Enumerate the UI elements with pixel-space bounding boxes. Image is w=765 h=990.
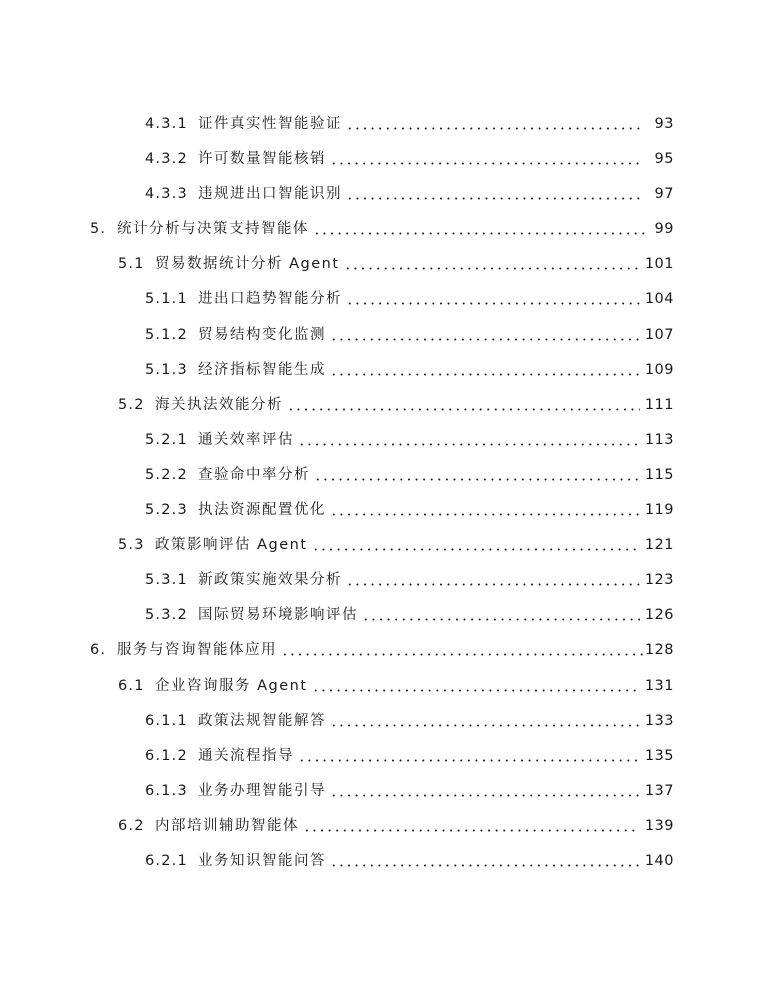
toc-entry-page-number: 121 — [644, 537, 674, 554]
toc-entry-title: 统计分析与决策支持智能体 — [117, 221, 309, 238]
toc-entry-page-number: 131 — [644, 677, 674, 694]
toc-dot-leader — [330, 162, 640, 165]
toc-entry-number: 4.3.2 — [145, 151, 188, 168]
toc-dot-leader — [330, 513, 640, 516]
toc-dot-leader — [281, 653, 645, 656]
toc-entry-number: 6.1.3 — [145, 782, 188, 799]
toc-dot-leader — [314, 478, 640, 481]
toc-entry[interactable] — [0, 318, 765, 353]
toc-entry-title: 政策影响评估 Agent — [155, 537, 308, 554]
toc-entry-number: 5.3.1 — [145, 572, 188, 589]
toc-entry[interactable] — [0, 669, 765, 704]
toc-entry-number: 6.1 — [118, 677, 145, 694]
toc-entry-page-number: 126 — [644, 607, 674, 624]
toc-entry-page-number: 128 — [644, 642, 674, 659]
toc-entry-number: 5.2.3 — [145, 502, 188, 519]
toc-entry[interactable] — [0, 528, 765, 563]
toc-entry-page-number: 123 — [644, 572, 674, 589]
toc-entry-title: 违规进出口智能识别 — [198, 186, 342, 203]
toc-entry-number: 6.2.1 — [145, 852, 188, 869]
toc-entry-title: 业务知识智能问答 — [198, 852, 326, 869]
toc-entry-title: 贸易结构变化监测 — [198, 326, 326, 343]
toc-dot-leader — [303, 829, 640, 832]
toc-dot-leader — [312, 689, 640, 692]
toc-entry-number: 5. — [90, 221, 107, 238]
toc-entry-number: 5.2.1 — [145, 431, 188, 448]
toc-entry-number: 6.2 — [118, 817, 145, 834]
toc-entry-page-number: 135 — [644, 747, 674, 764]
toc-entry-page-number: 113 — [644, 431, 674, 448]
toc-dot-leader — [330, 724, 640, 727]
toc-dot-leader — [330, 338, 640, 341]
toc-entry[interactable] — [0, 282, 765, 317]
toc-dot-leader — [346, 583, 640, 586]
toc-dot-leader — [330, 373, 640, 376]
toc-dot-leader — [298, 759, 640, 762]
toc-entry[interactable] — [0, 247, 765, 282]
toc-entry-page-number: 104 — [644, 291, 674, 308]
toc-dot-leader — [362, 618, 640, 621]
toc-entry-page-number: 97 — [654, 186, 674, 203]
toc-entry-page-number: 95 — [654, 151, 674, 168]
toc-entry-page-number: 137 — [644, 782, 674, 799]
toc-entry[interactable] — [0, 212, 765, 247]
toc-entry-page-number: 111 — [644, 396, 674, 413]
toc-entry-title: 通关效率评估 — [198, 431, 294, 448]
toc-entry-page-number: 139 — [644, 817, 674, 834]
toc-entry-number: 5.1.2 — [145, 326, 188, 343]
toc-entry-title: 内部培训辅助智能体 — [155, 817, 299, 834]
toc-entry[interactable] — [0, 423, 765, 458]
toc-entry-page-number: 99 — [654, 221, 674, 238]
toc-entry-page-number: 133 — [644, 712, 674, 729]
toc-entry[interactable] — [0, 739, 765, 774]
toc-entry-number: 5.1.3 — [145, 361, 188, 378]
toc-entry[interactable] — [0, 388, 765, 423]
toc-dot-leader — [346, 197, 640, 200]
toc-entry[interactable] — [0, 177, 765, 212]
toc-entry-number: 6.1.2 — [145, 747, 188, 764]
toc-entry[interactable] — [0, 633, 765, 668]
toc-entry[interactable] — [0, 142, 765, 177]
toc-entry-number: 5.1 — [118, 256, 145, 273]
toc-entry[interactable] — [0, 844, 765, 879]
toc-entry-title: 新政策实施效果分析 — [198, 572, 342, 589]
toc-entry-page-number: 109 — [644, 361, 674, 378]
toc-entry-number: 5.2.2 — [145, 466, 188, 483]
toc-entry-number: 5.2 — [118, 396, 145, 413]
toc-entry[interactable] — [0, 704, 765, 739]
toc-entry-title: 国际贸易环境影响评估 — [198, 607, 358, 624]
toc-entry-page-number: 101 — [644, 256, 674, 273]
toc-dot-leader — [346, 302, 640, 305]
toc-entry[interactable] — [0, 598, 765, 633]
toc-dot-leader — [313, 232, 645, 235]
toc-entry[interactable] — [0, 563, 765, 598]
toc-dot-leader — [312, 548, 640, 551]
toc-entry[interactable] — [0, 774, 765, 809]
toc-entry-number: 6. — [90, 642, 107, 659]
toc-entry-title: 许可数量智能核销 — [198, 151, 326, 168]
toc-entry-page-number: 140 — [644, 852, 674, 869]
toc-entry-page-number: 107 — [644, 326, 674, 343]
toc-entry[interactable] — [0, 353, 765, 388]
toc-entry-number: 5.3.2 — [145, 607, 188, 624]
toc-entry-title: 海关执法效能分析 — [155, 396, 283, 413]
toc-entry-title: 通关流程指导 — [198, 747, 294, 764]
toc-entry-number: 4.3.1 — [145, 116, 188, 132]
toc-entry[interactable] — [0, 458, 765, 493]
toc-entry-number: 5.3 — [118, 537, 145, 554]
toc-entry-title: 经济指标智能生成 — [198, 361, 326, 378]
toc-entry-title: 证件真实性智能验证 — [198, 116, 342, 132]
toc-entry-number: 4.3.3 — [145, 186, 188, 203]
toc-entry-title: 服务与咨询智能体应用 — [117, 642, 277, 659]
toc-entry-title: 业务办理智能引导 — [198, 782, 326, 799]
toc-dot-leader — [330, 794, 640, 797]
toc-entry-page-number: 119 — [644, 502, 674, 519]
toc-entry-number: 6.1.1 — [145, 712, 188, 729]
toc-entry-number: 5.1.1 — [145, 291, 188, 308]
toc-entry-title: 查验命中率分析 — [198, 466, 310, 483]
toc-dot-leader — [344, 267, 640, 270]
toc-dot-leader — [298, 443, 640, 446]
toc-dot-leader — [287, 408, 640, 411]
table-of-contents — [0, 107, 765, 879]
toc-entry-title: 企业咨询服务 Agent — [155, 677, 308, 694]
toc-entry-page-number: 93 — [654, 116, 674, 132]
toc-entry[interactable] — [0, 107, 765, 142]
toc-entry-page-number: 115 — [644, 466, 674, 483]
toc-entry-title: 贸易数据统计分析 Agent — [155, 256, 340, 273]
toc-entry-title: 执法资源配置优化 — [198, 502, 326, 519]
toc-entry-title: 政策法规智能解答 — [198, 712, 326, 729]
toc-entry[interactable] — [0, 809, 765, 844]
toc-entry-title: 进出口趋势智能分析 — [198, 291, 342, 308]
toc-entry[interactable] — [0, 493, 765, 528]
toc-dot-leader — [330, 864, 640, 867]
toc-dot-leader — [346, 127, 640, 130]
